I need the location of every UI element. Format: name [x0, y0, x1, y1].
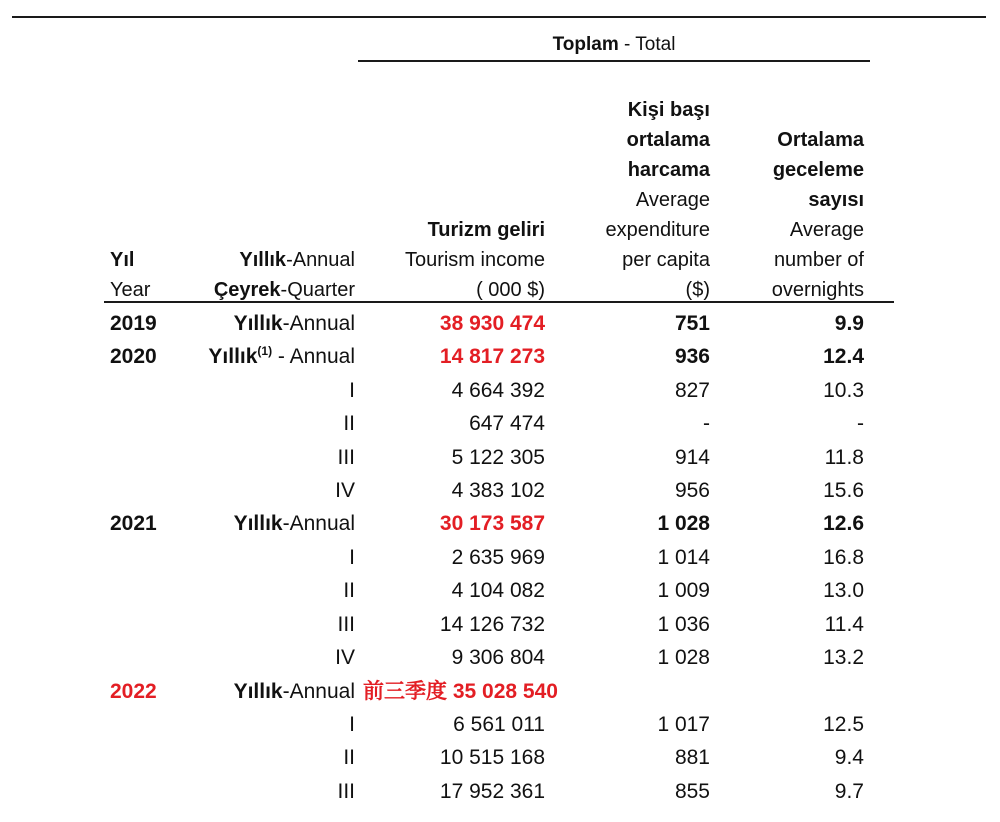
header-period-annual-tr: Yıllık — [239, 249, 287, 271]
header-overnights-en3: overnights — [771, 279, 864, 301]
expenditure-cell: 1 036 — [657, 613, 710, 636]
period-cell: II — [343, 746, 355, 769]
expenditure-cell: 1 017 — [657, 713, 710, 736]
header-expenditure-en3: per capita — [622, 249, 710, 271]
income-cell: 5 122 305 — [451, 446, 545, 469]
header-year — [110, 245, 150, 305]
expenditure-cell: 1 014 — [657, 546, 710, 569]
overnights-cell: 12.6 — [823, 512, 864, 535]
period-en: -Annual — [282, 680, 355, 703]
period-cell — [208, 340, 355, 373]
income-cell: 9 306 804 — [451, 646, 545, 669]
period-cell: I — [349, 546, 355, 569]
table-row — [0, 374, 1000, 407]
table-row-2021 — [0, 507, 1000, 540]
overnights-cell: 12.5 — [823, 713, 864, 736]
period-cell: IV — [335, 479, 355, 502]
header-year-en: Year — [110, 279, 151, 301]
period-en: - Annual — [272, 345, 355, 368]
overnights-cell: 9.7 — [834, 780, 864, 803]
header-overnights-tr2: geceleme — [772, 159, 864, 181]
overnights-cell: 11.8 — [824, 446, 864, 469]
header-overnights-en1: Average — [789, 219, 864, 241]
table-row-2020 — [0, 340, 1000, 373]
group-title — [358, 34, 870, 56]
expenditure-cell: - — [703, 412, 710, 435]
header-income — [405, 215, 545, 305]
income-cell: 30 173 587 — [439, 512, 545, 535]
top-rule — [12, 16, 986, 18]
table-row — [0, 741, 1000, 774]
income-cell: 2 635 969 — [451, 546, 545, 569]
expenditure-cell: 881 — [674, 746, 710, 769]
overnights-cell: 9.9 — [834, 312, 864, 335]
income-cell: 14 126 732 — [439, 613, 545, 636]
overnights-cell: 13.0 — [823, 579, 864, 602]
header-expenditure-en2: expenditure — [605, 219, 710, 241]
year-cell: 2020 — [110, 345, 157, 368]
period-tr: Yıllık — [233, 512, 283, 535]
table-row — [0, 708, 1000, 741]
header-overnights — [772, 125, 864, 305]
table-row — [0, 474, 1000, 507]
expenditure-cell: 1 009 — [657, 579, 710, 602]
overnights-cell: 13.2 — [823, 646, 864, 669]
header-income-unit: ( 000 $) — [476, 279, 545, 301]
expenditure-cell: 827 — [674, 379, 710, 402]
table-row — [0, 407, 1000, 440]
period-cell: III — [337, 613, 355, 636]
period-cell: III — [337, 446, 355, 469]
period-cell: II — [343, 412, 355, 435]
income-cell: 4 383 102 — [451, 479, 545, 502]
header-rule — [104, 301, 894, 303]
table-row — [0, 541, 1000, 574]
footnote-marker: (1) — [257, 344, 273, 358]
header-income-tr: Turizm geliri — [427, 219, 545, 241]
table-row — [0, 574, 1000, 607]
period-cell: I — [349, 379, 355, 402]
expenditure-cell: 1 028 — [657, 646, 710, 669]
table-row — [0, 775, 1000, 808]
income-cell: 647 474 — [469, 412, 545, 435]
header-period-annual — [214, 245, 355, 275]
header-expenditure-tr2: ortalama — [626, 129, 710, 151]
header-income-en: Tourism income — [404, 249, 545, 271]
expenditure-cell: 936 — [674, 345, 710, 368]
income-cell: 6 561 011 — [453, 713, 545, 736]
year-cell: 2022 — [110, 680, 157, 703]
year-cell: 2021 — [110, 512, 157, 535]
year-cell: 2019 — [110, 312, 157, 335]
expenditure-cell: 1 028 — [657, 512, 710, 535]
header-overnights-tr3: sayısı — [808, 189, 864, 211]
group-title-en: Total — [635, 34, 676, 55]
table-row — [0, 608, 1000, 641]
expenditure-cell: 914 — [674, 446, 710, 469]
table-row-2022 — [0, 675, 1000, 708]
period-cell — [234, 307, 355, 340]
header-period-quarter-en: -Quarter — [280, 279, 355, 301]
header-expenditure — [605, 95, 710, 305]
header-year-tr: Yıl — [110, 249, 135, 271]
group-title-sep: - — [618, 34, 636, 55]
overnights-cell: - — [857, 412, 864, 435]
period-cell: II — [343, 579, 355, 602]
income-cell: 4 664 392 — [451, 379, 545, 402]
period-tr: Yıllık — [233, 312, 283, 335]
table-row-2019 — [0, 307, 1000, 340]
header-overnights-en2: number of — [773, 249, 864, 271]
header-period — [214, 245, 355, 305]
period-cell: IV — [335, 646, 355, 669]
annotation-first-three-quarters: 前三季度 35 028 540 — [363, 680, 558, 703]
expenditure-cell: 751 — [674, 312, 710, 335]
header-period-annual-en: -Annual — [286, 249, 355, 271]
period-cell — [234, 507, 355, 540]
header-expenditure-en1: Average — [635, 189, 710, 211]
period-tr: Yıllık — [233, 680, 283, 703]
income-cell: 10 515 168 — [439, 746, 545, 769]
header-period-quarter-tr: Çeyrek — [213, 279, 281, 301]
table-row — [0, 441, 1000, 474]
header-expenditure-unit: ($) — [685, 279, 710, 301]
period-cell — [234, 675, 355, 708]
overnights-cell: 9.4 — [834, 746, 864, 769]
group-rule — [358, 60, 870, 62]
period-en: -Annual — [282, 312, 355, 335]
income-cell: 17 952 361 — [439, 780, 545, 803]
expenditure-cell: 956 — [674, 479, 710, 502]
period-cell: I — [349, 713, 355, 736]
period-en: -Annual — [282, 512, 355, 535]
income-cell: 4 104 082 — [451, 579, 545, 602]
income-cell: 38 930 474 — [439, 312, 545, 335]
header-expenditure-tr1: Kişi başı — [627, 99, 710, 121]
group-title-tr: Toplam — [552, 34, 619, 55]
period-cell: III — [337, 780, 355, 803]
period-tr: Yıllık — [208, 345, 258, 368]
overnights-cell: 16.8 — [823, 546, 864, 569]
overnights-cell: 12.4 — [823, 345, 864, 368]
income-cell: 14 817 273 — [439, 345, 545, 368]
overnights-cell: 11.4 — [824, 613, 864, 636]
header-expenditure-tr3: harcama — [627, 159, 710, 181]
expenditure-cell: 855 — [674, 780, 710, 803]
overnights-cell: 10.3 — [823, 379, 864, 402]
header-overnights-tr1: Ortalama — [777, 129, 864, 151]
overnights-cell: 15.6 — [823, 479, 864, 502]
table-row — [0, 641, 1000, 674]
